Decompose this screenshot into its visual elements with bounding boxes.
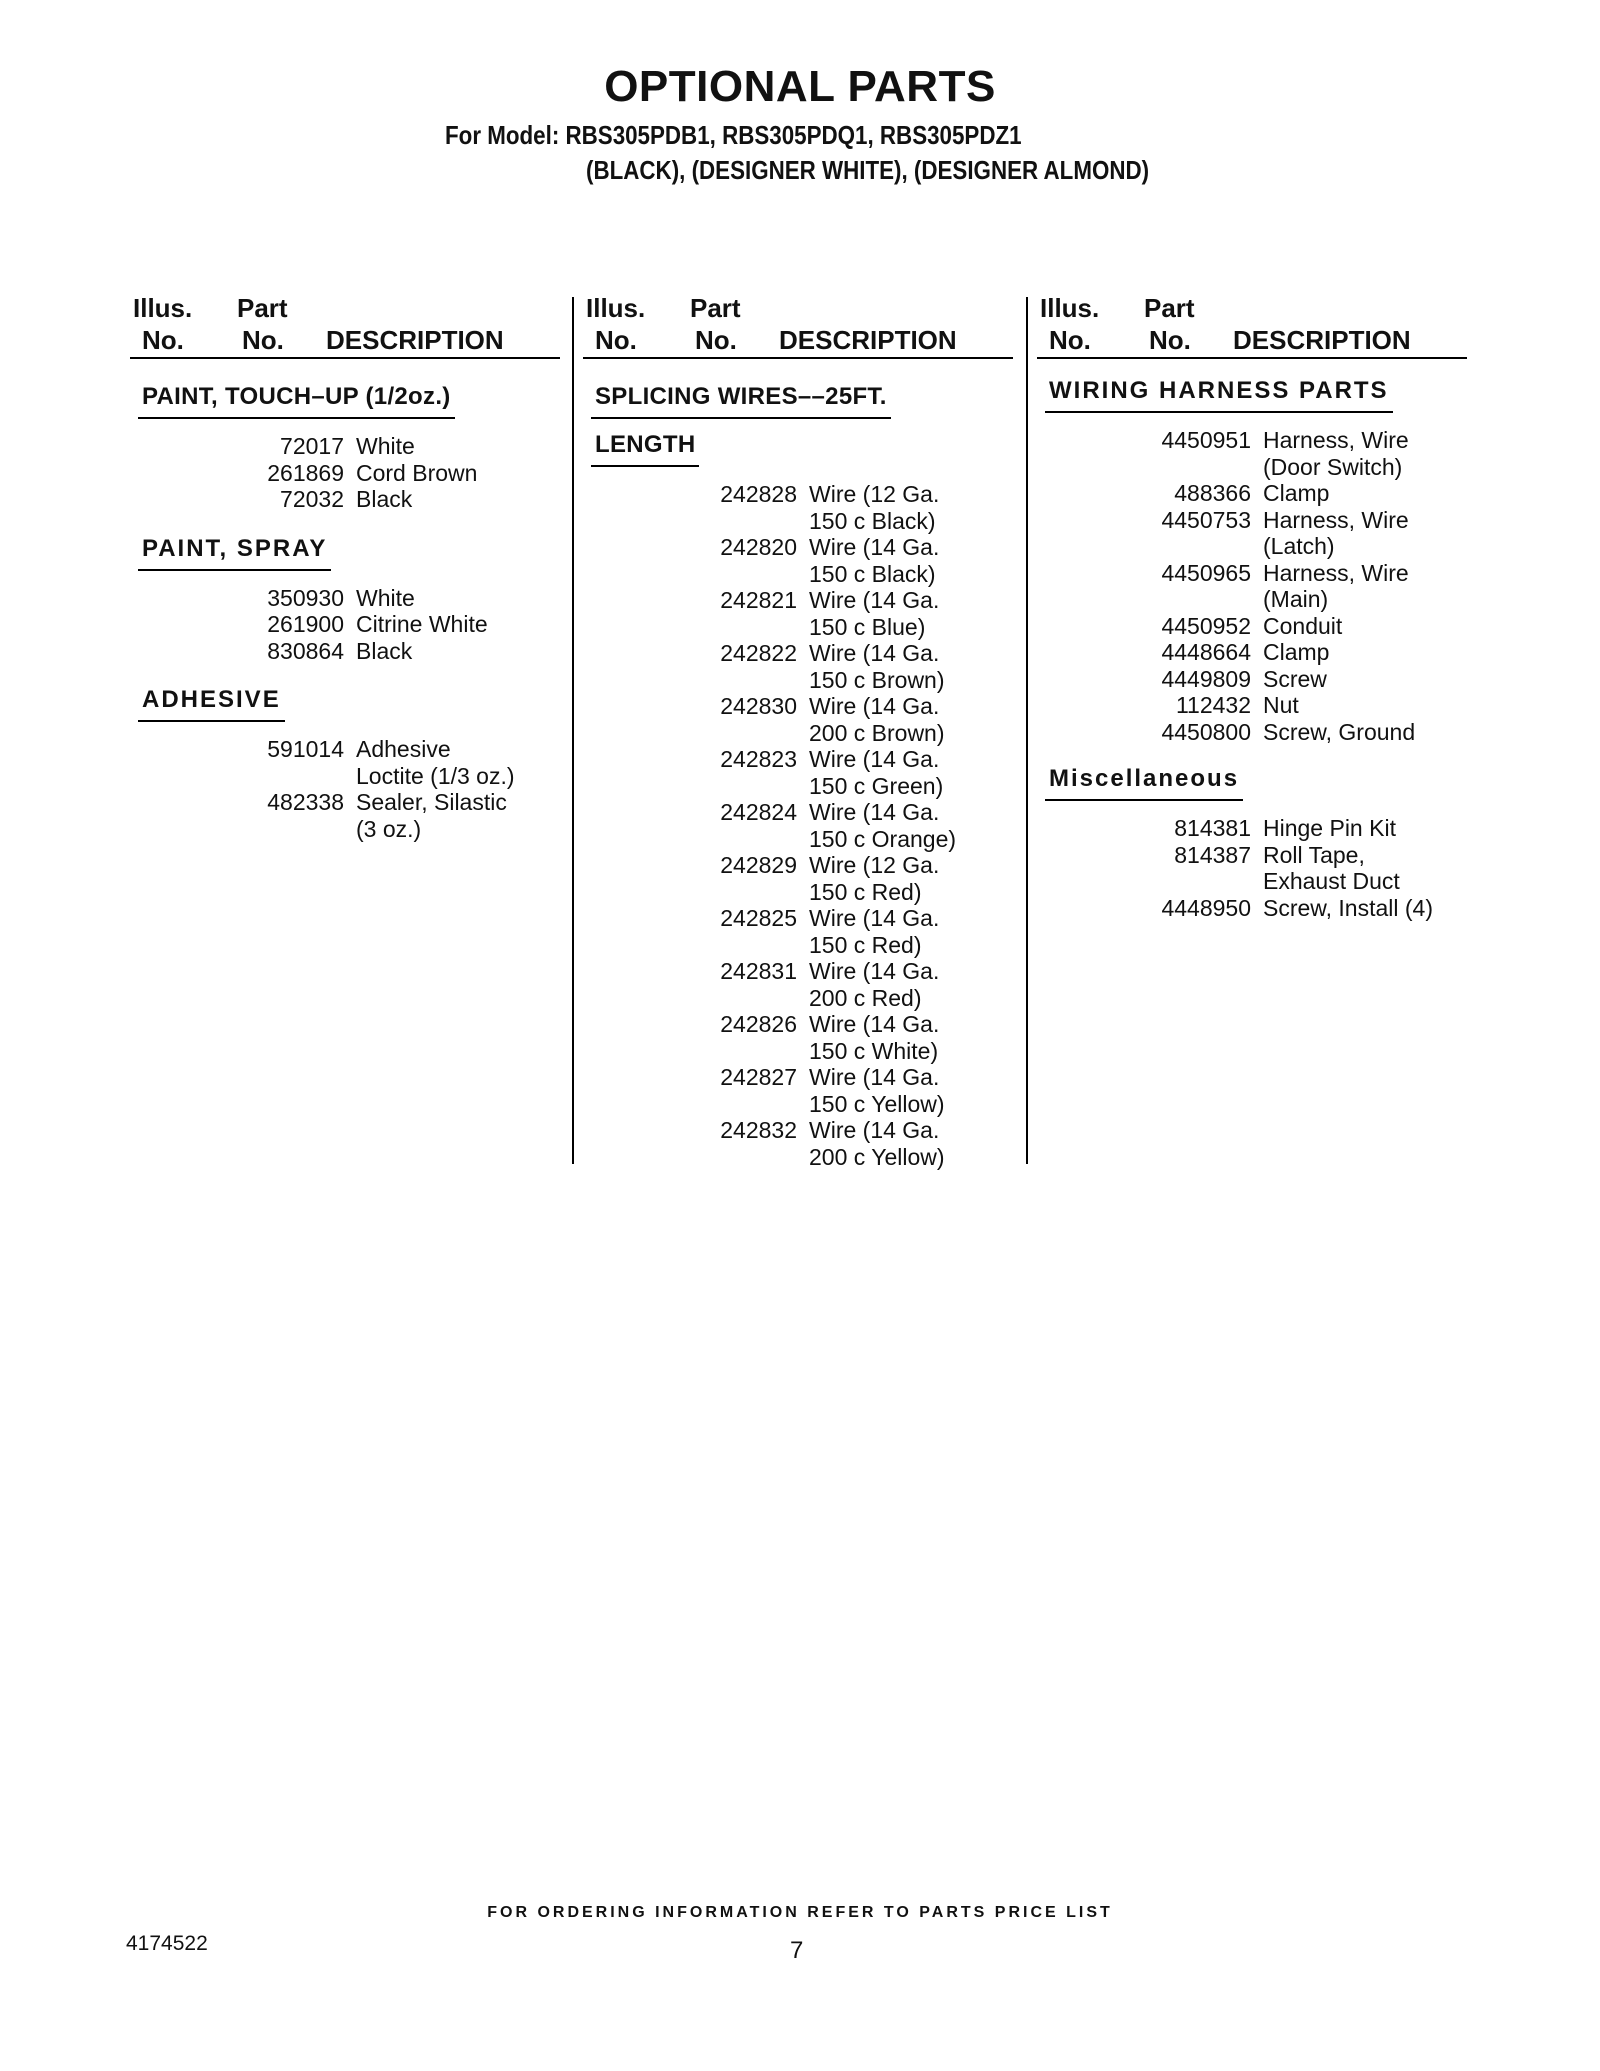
parts-row — [591, 614, 1013, 641]
part-number: 350930 — [267, 584, 344, 611]
document-number: 4174522 — [126, 1932, 208, 1955]
parts-section — [583, 383, 1013, 1170]
part-number: 242824 — [720, 799, 797, 825]
part-number: 242825 — [720, 905, 797, 931]
page-title: OPTIONAL PARTS — [604, 62, 996, 111]
parts-row — [591, 985, 1013, 1012]
parts-column-2 — [583, 293, 1013, 1170]
part-number — [591, 614, 809, 641]
section-title: SPLICING WIRES––25FT. — [591, 383, 891, 419]
part-number: 482338 — [267, 789, 344, 815]
parts-list — [591, 481, 1013, 1170]
part-number: 72032 — [280, 486, 344, 512]
parts-row — [591, 587, 1013, 614]
part-number: 4448950 — [1161, 894, 1251, 921]
part-number: 4448664 — [1161, 639, 1251, 665]
parts-row — [1045, 533, 1467, 560]
header-part: Part — [690, 293, 741, 323]
parts-row — [591, 1038, 1013, 1065]
parts-row — [1045, 454, 1467, 481]
column-body — [130, 383, 560, 842]
parts-row — [591, 1091, 1013, 1118]
parts-row — [591, 773, 1013, 800]
part-description: Loctite (1/3 oz.) — [356, 762, 515, 789]
part-description: Wire (14 Ga. — [809, 640, 940, 666]
part-description: Sealer, Silastic — [356, 789, 507, 815]
part-number: 242829 — [720, 852, 797, 878]
parts-row — [591, 534, 1013, 561]
parts-row — [591, 1144, 1013, 1171]
part-description: Screw — [1263, 665, 1327, 692]
part-description: Screw, Install (4) — [1263, 894, 1433, 921]
part-description: Harness, Wire — [1263, 427, 1409, 453]
part-number — [591, 508, 809, 535]
parts-row — [591, 561, 1013, 588]
part-number — [1045, 454, 1263, 481]
part-description: Conduit — [1263, 612, 1343, 639]
part-number: 814387 — [1174, 841, 1251, 868]
part-number: 488366 — [1174, 480, 1251, 506]
parts-row — [591, 1117, 1013, 1144]
part-description: 150 c Yellow) — [809, 1090, 945, 1117]
column-body — [1037, 377, 1467, 921]
parts-row — [1045, 666, 1467, 693]
part-description: Wire (14 Ga. — [809, 587, 940, 613]
part-number — [138, 763, 356, 790]
part-number: 112432 — [1175, 692, 1251, 718]
part-description: 150 c White) — [809, 1037, 939, 1064]
part-description: Wire (14 Ga. — [809, 1011, 940, 1037]
part-number: 4450753 — [1161, 506, 1251, 533]
part-number: 4450952 — [1161, 612, 1251, 639]
parts-row — [1045, 613, 1467, 640]
part-number — [591, 1038, 809, 1065]
part-description: Black — [356, 486, 413, 512]
parts-list — [138, 433, 560, 513]
part-number: 261869 — [267, 459, 344, 486]
part-number — [591, 985, 809, 1012]
part-description: Wire (14 Ga. — [809, 799, 940, 825]
parts-row — [591, 640, 1013, 667]
header-illus-no: No. — [595, 325, 637, 355]
part-description: Cord Brown — [356, 459, 478, 486]
parts-row — [591, 799, 1013, 826]
part-description: 150 c Green) — [809, 772, 944, 799]
parts-row — [138, 638, 560, 665]
parts-row — [591, 508, 1013, 535]
parts-row — [138, 763, 560, 790]
parts-section — [130, 686, 560, 842]
part-number — [591, 561, 809, 588]
column-divider — [572, 297, 574, 1164]
parts-row — [1045, 692, 1467, 719]
header-part-no: No. — [242, 325, 284, 355]
part-number: 261900 — [267, 611, 344, 637]
parts-row — [591, 1064, 1013, 1091]
section-title: ADHESIVE — [138, 686, 285, 722]
part-number: 4450800 — [1161, 718, 1251, 745]
parts-row — [591, 720, 1013, 747]
part-description: Clamp — [1263, 480, 1330, 506]
parts-row — [1045, 639, 1467, 666]
column-body — [583, 383, 1013, 1170]
parts-row — [591, 693, 1013, 720]
parts-row — [591, 1011, 1013, 1038]
part-description: Wire (14 Ga. — [809, 1064, 940, 1090]
part-number: 591014 — [267, 736, 344, 762]
part-description: Wire (14 Ga. — [809, 1117, 940, 1143]
part-description: 200 c Yellow) — [809, 1143, 945, 1170]
part-description: Roll Tape, — [1263, 841, 1365, 868]
part-number: 242828 — [720, 481, 797, 507]
part-description: Harness, Wire — [1263, 506, 1409, 533]
parts-section — [130, 383, 560, 513]
page-number: 7 — [790, 1937, 804, 1964]
parts-list — [1045, 427, 1467, 745]
parts-row — [591, 958, 1013, 985]
parts-row — [138, 789, 560, 816]
part-number: 814381 — [1174, 815, 1251, 841]
part-description: White — [356, 433, 415, 459]
part-description: 200 c Brown) — [809, 719, 945, 746]
parts-list — [138, 736, 560, 842]
part-number: 242822 — [720, 640, 797, 666]
part-description: 150 c Brown) — [809, 666, 945, 693]
parts-row — [591, 826, 1013, 853]
parts-row — [1045, 480, 1467, 507]
part-description: Screw, Ground — [1263, 718, 1416, 745]
part-number: 4450951 — [1161, 427, 1251, 453]
parts-row — [138, 611, 560, 638]
parts-column-3 — [1037, 293, 1467, 921]
column-divider — [1026, 297, 1028, 1164]
header-description: DESCRIPTION — [1233, 325, 1411, 355]
header-part: Part — [1144, 293, 1195, 323]
part-description: (Main) — [1263, 586, 1329, 612]
part-number — [591, 720, 809, 747]
header-part-no: No. — [1149, 325, 1191, 355]
part-number — [591, 879, 809, 906]
part-number — [1045, 586, 1263, 613]
parts-list — [1045, 815, 1467, 921]
section-title: Miscellaneous — [1045, 765, 1243, 801]
parts-list — [138, 585, 560, 665]
model-line: For Model: RBS305PDB1, RBS305PDQ1, RBS305PDZ1 — [445, 120, 1022, 150]
part-number — [1045, 868, 1263, 895]
part-number: 242830 — [720, 693, 797, 719]
section-title-continued: LENGTH — [591, 431, 699, 467]
column-header — [1037, 293, 1467, 359]
part-number — [591, 667, 809, 694]
part-number — [591, 932, 809, 959]
part-description: Black — [356, 637, 413, 664]
part-description: 150 c Orange) — [809, 825, 957, 852]
header-illus: Illus. — [586, 293, 646, 323]
part-description: Exhaust Duct — [1263, 868, 1400, 894]
part-number — [591, 826, 809, 853]
part-description: 200 c Red) — [809, 984, 922, 1011]
part-description: Wire (12 Ga. — [809, 481, 940, 507]
parts-row — [1045, 842, 1467, 869]
section-title: WIRING HARNESS PARTS — [1045, 377, 1393, 413]
part-number — [591, 1091, 809, 1118]
parts-section — [130, 535, 560, 665]
part-description: Clamp — [1263, 639, 1330, 665]
part-number: 4450965 — [1161, 559, 1251, 586]
part-description: White — [356, 584, 415, 611]
parts-row — [138, 585, 560, 612]
part-description: Wire (12 Ga. — [809, 852, 940, 878]
part-description: 150 c Red) — [809, 931, 922, 958]
header-illus-no: No. — [142, 325, 184, 355]
ordering-footer: FOR ORDERING INFORMATION REFER TO PARTS PRICE LIST — [487, 1904, 1113, 1921]
header-illus: Illus. — [1040, 293, 1100, 323]
parts-row — [1045, 586, 1467, 613]
part-number — [138, 816, 356, 843]
header-illus: Illus. — [133, 293, 193, 323]
part-description: Harness, Wire — [1263, 559, 1409, 586]
header-illus-no: No. — [1049, 325, 1091, 355]
part-number — [591, 1144, 809, 1171]
part-number — [591, 773, 809, 800]
parts-row — [1045, 815, 1467, 842]
part-description: 150 c Black) — [809, 560, 936, 587]
part-number: 4449809 — [1161, 665, 1251, 692]
parts-row — [591, 667, 1013, 694]
header-description: DESCRIPTION — [779, 325, 957, 355]
part-number: 242832 — [720, 1117, 797, 1143]
header-description: DESCRIPTION — [326, 325, 504, 355]
column-header — [130, 293, 560, 359]
part-description: Wire (14 Ga. — [809, 905, 940, 931]
part-number: 242823 — [720, 746, 797, 772]
part-description: Wire (14 Ga. — [809, 534, 940, 560]
part-description: (Door Switch) — [1263, 453, 1403, 480]
model-colors-line: (BLACK), (DESIGNER WHITE), (DESIGNER ALMOND) — [586, 155, 1150, 185]
section-title: PAINT, SPRAY — [138, 535, 331, 571]
parts-row — [138, 486, 560, 513]
parts-row — [1045, 427, 1467, 454]
part-number — [1045, 533, 1263, 560]
parts-section — [1037, 377, 1467, 745]
parts-row — [1045, 868, 1467, 895]
parts-row — [138, 460, 560, 487]
part-description: Wire (14 Ga. — [809, 693, 940, 719]
parts-row — [591, 852, 1013, 879]
part-description: (Latch) — [1263, 533, 1335, 559]
part-description: Citrine White — [356, 611, 488, 637]
parts-row — [1045, 895, 1467, 922]
header-part: Part — [237, 293, 288, 323]
part-number: 242826 — [720, 1011, 797, 1037]
part-description: (3 oz.) — [356, 815, 422, 842]
part-description: 150 c Red) — [809, 878, 922, 905]
parts-column-1 — [130, 293, 560, 842]
part-number: 72017 — [280, 433, 344, 459]
part-number: 242831 — [720, 958, 797, 984]
parts-section — [1037, 765, 1467, 921]
part-number: 242820 — [720, 534, 797, 560]
parts-row — [1045, 560, 1467, 587]
part-description: 150 c Black) — [809, 507, 936, 534]
part-description: Adhesive — [356, 736, 451, 762]
parts-row — [1045, 719, 1467, 746]
parts-row — [1045, 507, 1467, 534]
part-description: Wire (14 Ga. — [809, 746, 940, 772]
parts-row — [591, 905, 1013, 932]
parts-row — [138, 433, 560, 460]
parts-row — [591, 481, 1013, 508]
part-number: 242821 — [720, 587, 797, 613]
parts-row — [138, 736, 560, 763]
parts-row — [591, 879, 1013, 906]
parts-row — [591, 932, 1013, 959]
column-header — [583, 293, 1013, 359]
part-number: 830864 — [267, 637, 344, 664]
parts-row — [138, 816, 560, 843]
header-part-no: No. — [695, 325, 737, 355]
part-number: 242827 — [720, 1064, 797, 1090]
part-description: Wire (14 Ga. — [809, 958, 940, 984]
parts-row — [591, 746, 1013, 773]
part-description: Nut — [1263, 692, 1299, 718]
part-description: Hinge Pin Kit — [1263, 815, 1396, 841]
part-description: 150 c Blue) — [809, 613, 926, 640]
section-title: PAINT, TOUCH–UP (1/2oz.) — [138, 383, 455, 419]
